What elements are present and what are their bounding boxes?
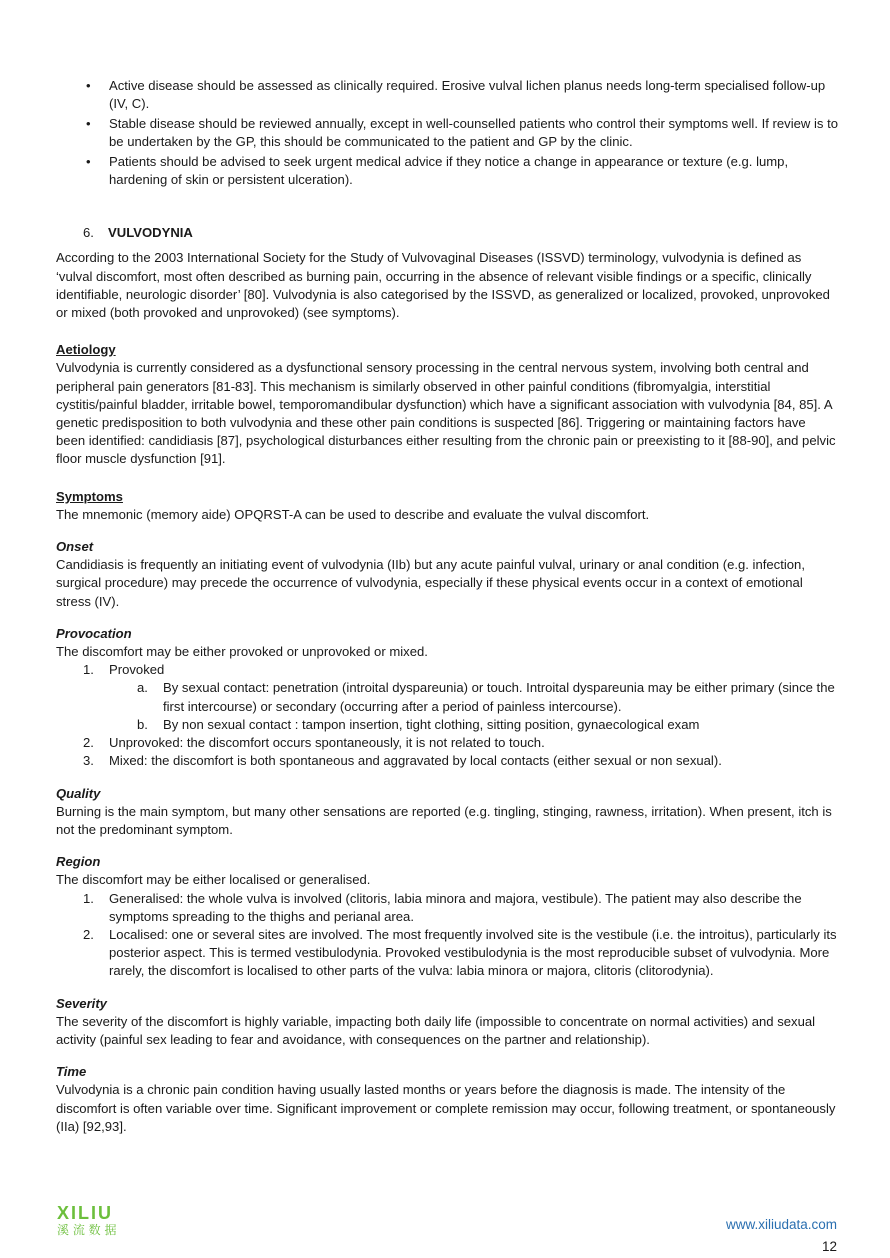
list-number: 1. [83,890,94,906]
footer-url-link[interactable]: www.xiliudata.com [725,1217,837,1232]
section-intro: According to the 2003 International Society for the Study of Vulvovaginal Diseases (ISSVD) terminology, vulvodynia is defined as ‘vulval discomfort, most often described as burning pain, occurring in the absence of relevant visible findings or a specific, clinically identifiable, neurologic disorder’ [80]. Vulvodynia is also categorised by the ISSVD, as generalized or localized, provoked, unprovoked or mixed (both provoked and unprovoked) (see symptoms). [56,250,830,321]
list-number: 1. [83,662,94,678]
list-text: Mixed: the discomfort is both spontaneous and aggravated by local contacts (either sexual or non sexual). [109,753,722,769]
quality-heading: Quality [56,785,101,801]
sublist-item [56,679,838,715]
provoked-sublist [109,679,838,734]
xiliu-logo [56,1203,146,1237]
list-text: Localised: one or several sites are involved. The most frequently involved site is the vestibule (i.e. the introitus), particularly its posterior aspect. This is termed vestibulodynia. Provoked vestibulodynia is the most reproducible subset of vulvodynia. More rarely, the discomfort is localised to other parts of the vulva: labia minora or majora, clitoris (clitorodynia). [109,926,837,979]
list-item [56,890,838,926]
severity-text: The severity of the discomfort is highly variable, impacting both daily life (impossible to concentrate on normal activities) and sexual activity (painful sex leading to fear and avoidance, with consequences on the partner and relationship). [56,1013,816,1047]
list-item [56,926,838,981]
section-number: 6. [83,225,94,241]
page-number: 12 [821,1239,837,1254]
list-text: Generalised: the whole vulva is involved (clitoris, labia minora and majora, vestibule). The patient may also describe the symptoms spreading to the thighs and perianal area. [109,890,802,924]
list-text: Unprovoked: the discomfort occurs spontaneously, it is not related to touch. [109,735,545,751]
bullet-dot-icon: • [86,153,91,169]
bullet-item [56,153,838,189]
bullet-text: Active disease should be assessed as clinically required. Erosive vulval lichen planus needs long-term specialised follow-up (IV, C). [109,78,826,112]
bullet-list [56,77,838,189]
bullet-text: Stable disease should be reviewed annually, except in well-counselled patients who control their symptoms well. If review is to be undertaken by the GP, this should be communicated to the patient and GP by the clinic. [109,115,839,150]
logo-subtitle: 溪 流 数 据 [57,1223,117,1237]
symptoms-heading: Symptoms [56,488,123,504]
region-text: The discomfort may be either localised or generalised. [56,872,371,888]
provocation-text: The discomfort may be either provoked or unprovoked or mixed. [56,644,428,660]
symptoms-text: The mnemonic (memory aide) OPQRST-A can be used to describe and evaluate the vulval discomfort. [56,506,650,522]
bullet-item [56,115,838,151]
list-item [56,661,838,734]
sublist-letter: a. [137,680,148,696]
sublist-text: By non sexual contact : tampon insertion, tight clothing, sitting position, gynaecological exam [163,716,700,732]
list-number: 3. [83,753,94,769]
aetiology-text: Vulvodynia is currently considered as a dysfunctional sensory processing in the central nervous system, involving both central and peripheral pain generators [81-83]. This mechanism is similarly observed in other painful conditions (fibromyalgia, interstitial cystitis/painful bladder, irritable bowel, temporomandibular dysfunction) which have a significant association with vulvodynia [84, 85]. A genetic predisposition to both vulvodynia and these other pain conditions is suspected [86]. Triggering or maintaining factors have been identified: candidiasis [87], psychological disturbances either resulting from the chronic pain or preexisting to it [88-90], and pelvic floor muscle dysfunction [91]. [56,360,836,467]
logo-wordmark: XILIU [57,1203,114,1223]
provocation-heading: Provocation [56,625,132,641]
list-number: 2. [83,735,94,751]
list-number: 2. [83,926,94,942]
bullet-item [56,77,838,113]
bullet-text: Patients should be advised to seek urgent medical advice if they notice a change in appearance or texture (e.g. lump, hardening of skin or persistent ulceration). [109,153,789,188]
page-content [56,77,838,1136]
quality-text: Burning is the main symptom, but many other sensations are reported (e.g. tingling, stinging, rawness, irritation). When present, itch is not the predominant symptom. [56,803,832,837]
list-text: Provoked [109,662,165,678]
provocation-list [56,661,838,770]
severity-heading: Severity [56,995,107,1011]
bullet-dot-icon: • [86,78,91,93]
time-heading: Time [56,1064,87,1080]
list-item [56,752,838,770]
sublist-letter: b. [137,716,148,732]
onset-text: Candidiasis is frequently an initiating event of vulvodynia (IIb) but any acute painful vulval, urinary or anal condition (e.g. infection, surgical procedure) may precede the occurrence of vulvodynia, especially if these physical events occur in a context of emotional stress (IV). [56,557,805,609]
sublist-text: By sexual contact: penetration (introital dyspareunia) or touch. Introital dyspareunia may be either primary (since the first intercourse) or secondary (occurring after a period of painless intercourse). [163,680,835,714]
list-item [56,734,838,752]
aetiology-heading: Aetiology [56,342,116,358]
region-heading: Region [56,854,101,870]
section-title: VULVODYNIA [108,225,193,241]
onset-heading: Onset [56,539,94,555]
time-text: Vulvodynia is a chronic pain condition having usually lasted months or years before the diagnosis is made. The intensity of the discomfort is often variable over time. Significant improvement or complete remission may occur, following treatment, or spontaneously (IIa) [92,93]. [56,1082,836,1134]
bullet-dot-icon: • [86,115,91,131]
sublist-item [56,716,838,734]
section-heading [56,224,838,242]
region-list [56,890,838,981]
